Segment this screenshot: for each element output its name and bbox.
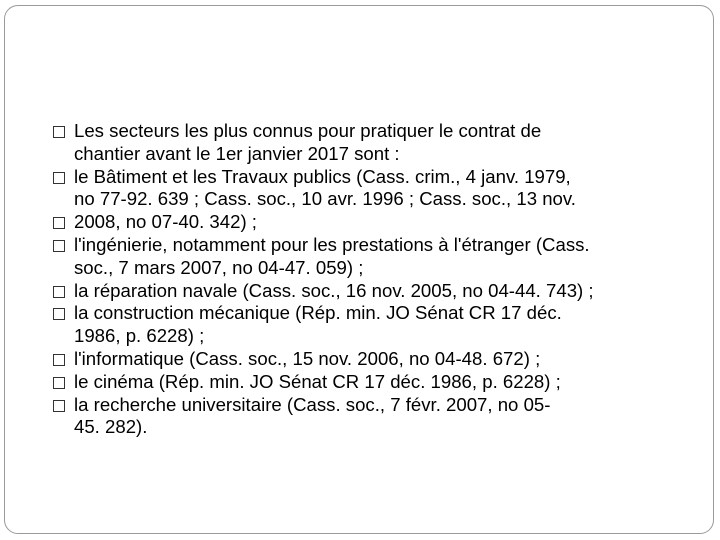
list-item — [53, 120, 693, 166]
square-bullet-icon — [53, 354, 65, 366]
list-item — [53, 166, 693, 212]
list-item-line: le Bâtiment et les Travaux publics (Cass. crim., 4 janv. 1979, — [74, 165, 571, 187]
list-item-line: chantier avant le 1er janvier 2017 sont : — [74, 142, 400, 164]
list-item-line: la réparation navale (Cass. soc., 16 nov. 2005, no 04-44. 743) ; — [74, 279, 594, 301]
list-item-line: 1986, p. 6228) ; — [74, 325, 205, 347]
list-item-line: no 77-92. 639 ; Cass. soc., 10 avr. 1996 ; Cass. soc., 13 nov. — [74, 188, 576, 210]
list-item — [53, 234, 693, 280]
list-item-line: le cinéma (Rép. min. JO Sénat CR 17 déc. 1986, p. 6228) ; — [74, 370, 561, 392]
slide-frame — [4, 5, 714, 534]
list-item — [53, 302, 693, 348]
square-bullet-icon — [53, 126, 65, 138]
list-item-line: 2008, no 07-40. 342) ; — [74, 211, 257, 233]
list-item — [53, 371, 693, 394]
list-item — [53, 394, 693, 440]
square-bullet-icon — [53, 377, 65, 389]
square-bullet-icon — [53, 400, 65, 412]
list-item-line: l'informatique (Cass. soc., 15 nov. 2006, no 04-48. 672) ; — [74, 347, 541, 369]
list-item-line: soc., 7 mars 2007, no 04-47. 059) ; — [74, 256, 364, 278]
list-item — [53, 211, 693, 234]
square-bullet-icon — [53, 240, 65, 252]
list-item-line: l'ingénierie, notamment pour les prestations à l'étranger (Cass. — [74, 233, 590, 255]
list-item — [53, 280, 693, 303]
list-item-line: 45. 282). — [74, 416, 148, 438]
list-item-line: Les secteurs les plus connus pour pratiquer le contrat de — [74, 120, 542, 141]
square-bullet-icon — [53, 172, 65, 184]
list-item-line: la recherche universitaire (Cass. soc., 7 févr. 2007, no 05- — [74, 393, 551, 415]
square-bullet-icon — [53, 286, 65, 298]
bullet-list — [53, 120, 693, 439]
square-bullet-icon — [53, 308, 65, 320]
square-bullet-icon — [53, 217, 65, 229]
list-item — [53, 348, 693, 371]
list-item-line: la construction mécanique (Rép. min. JO Sénat CR 17 déc. — [74, 302, 562, 324]
